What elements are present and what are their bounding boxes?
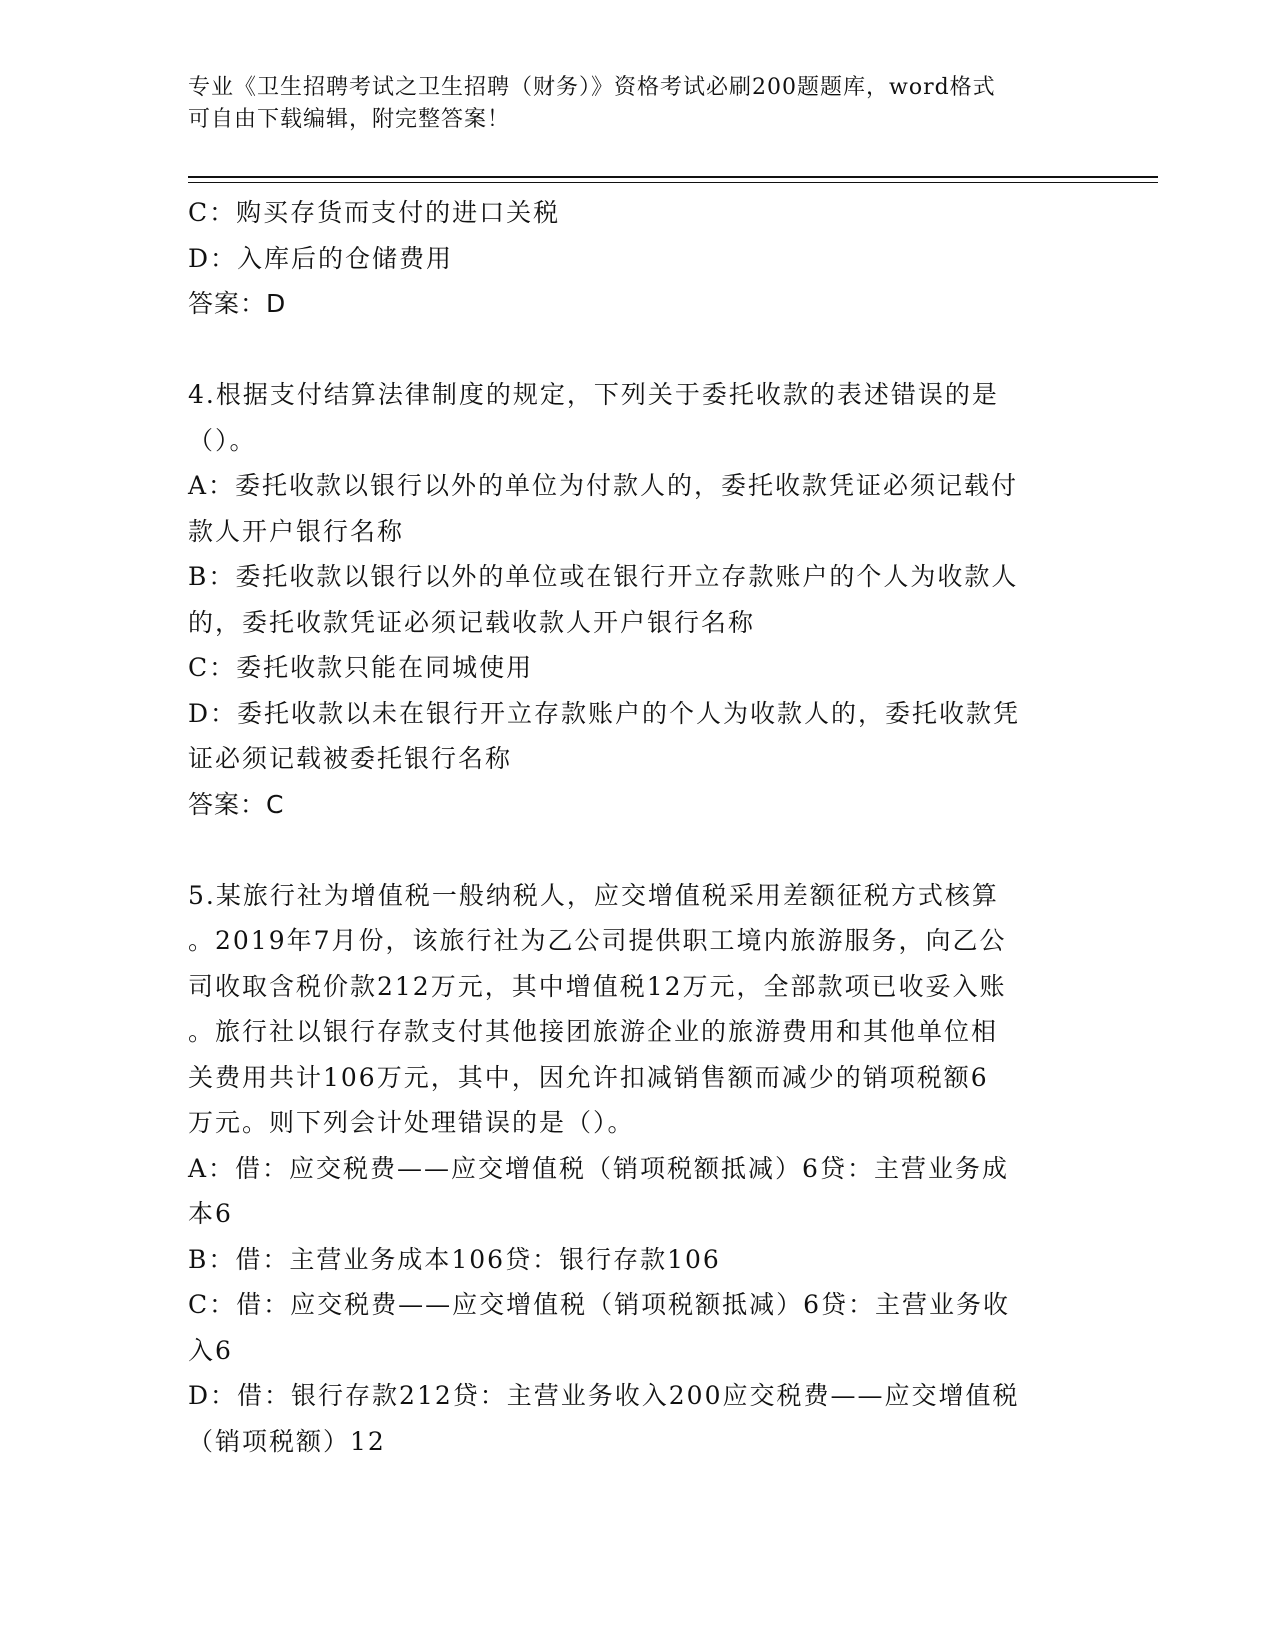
q5-option-b: B：借：主营业务成本106贷：银行存款106	[188, 1244, 721, 1274]
q5-stem-line-1: 5.某旅行社为增值税一般纳税人，应交增值税采用差额征税方式核算	[188, 880, 999, 910]
question-spacer	[188, 827, 1068, 873]
q4-option-d-line-2: 证必须记载被委托银行名称	[188, 744, 513, 773]
q4-option-d-line-1: D：委托收款以未在银行开立存款账户的个人为收款人的，委托收款凭	[188, 698, 1021, 728]
q3-option-c: C：购买存货而支付的进口关税	[188, 198, 561, 227]
header-title-line-2: 可自由下载编辑，附完整答案！	[188, 107, 511, 132]
q5-option-d-line-2: （销项税额）12	[188, 1426, 386, 1456]
q5-option-c-line-2: 入6	[188, 1335, 233, 1365]
q5-option-c-line-1: C：借：应交税费——应交增值税（销项税额抵减）6贷：主营业务收	[188, 1290, 1011, 1319]
document-page	[188, 0, 1158, 1650]
q5-option-a-line-2: 本6	[188, 1199, 233, 1228]
page-header	[188, 72, 1088, 136]
q5-stem-line-4: 。旅行社以银行存款支付其他接团旅游企业的旅游费用和其他单位相	[188, 1017, 999, 1046]
q3-answer: 答案：D	[188, 289, 287, 318]
q5-stem-line-6: 万元。则下列会计处理错误的是（）。	[188, 1108, 635, 1137]
q5-stem-line-2: 。2019年7月份，该旅行社为乙公司提供职工境内旅游服务，向乙公	[188, 926, 1007, 955]
header-title-line-1: 专业《卫生招聘考试之卫生招聘（财务）》资格考试必刷200题题库，word格式	[188, 75, 996, 100]
q5-option-a-line-1: A：借：应交税费——应交增值税（销项税额抵减）6贷：主营业务成	[188, 1153, 1009, 1183]
q4-option-b-line-1: B：委托收款以银行以外的单位或在银行开立存款账户的个人为收款人	[188, 562, 1019, 591]
header-divider-thick	[188, 176, 1158, 178]
q4-stem-line-2: （）。	[188, 425, 257, 455]
q5-option-d-line-1: D：借：银行存款212贷：主营业务收入200应交税费——应交增值税	[188, 1381, 1020, 1410]
question-spacer	[188, 327, 1068, 373]
q4-option-a-line-2: 款人开户银行名称	[188, 516, 405, 546]
q4-answer: 答案：C	[188, 789, 285, 819]
q4-stem-line-1: 4.根据支付结算法律制度的规定，下列关于委托收款的表述错误的是	[188, 380, 999, 409]
q4-option-c: C：委托收款只能在同城使用	[188, 653, 534, 682]
q3-option-d: D：入库后的仓储费用	[188, 243, 454, 273]
q4-option-b-line-2: 的，委托收款凭证必须记载收款人开户银行名称	[188, 607, 756, 637]
header-divider-thin	[188, 182, 1158, 183]
q4-option-a-line-1: A：委托收款以银行以外的单位为付款人的，委托收款凭证必须记载付	[188, 471, 1019, 500]
question-content	[188, 190, 1068, 1464]
q5-stem-line-5: 关费用共计106万元，其中，因允许扣减销售额而减少的销项税额6	[188, 1062, 989, 1092]
q5-stem-line-3: 司收取含税价款212万元，其中增值税12万元，全部款项已收妥入账	[188, 971, 1007, 1001]
